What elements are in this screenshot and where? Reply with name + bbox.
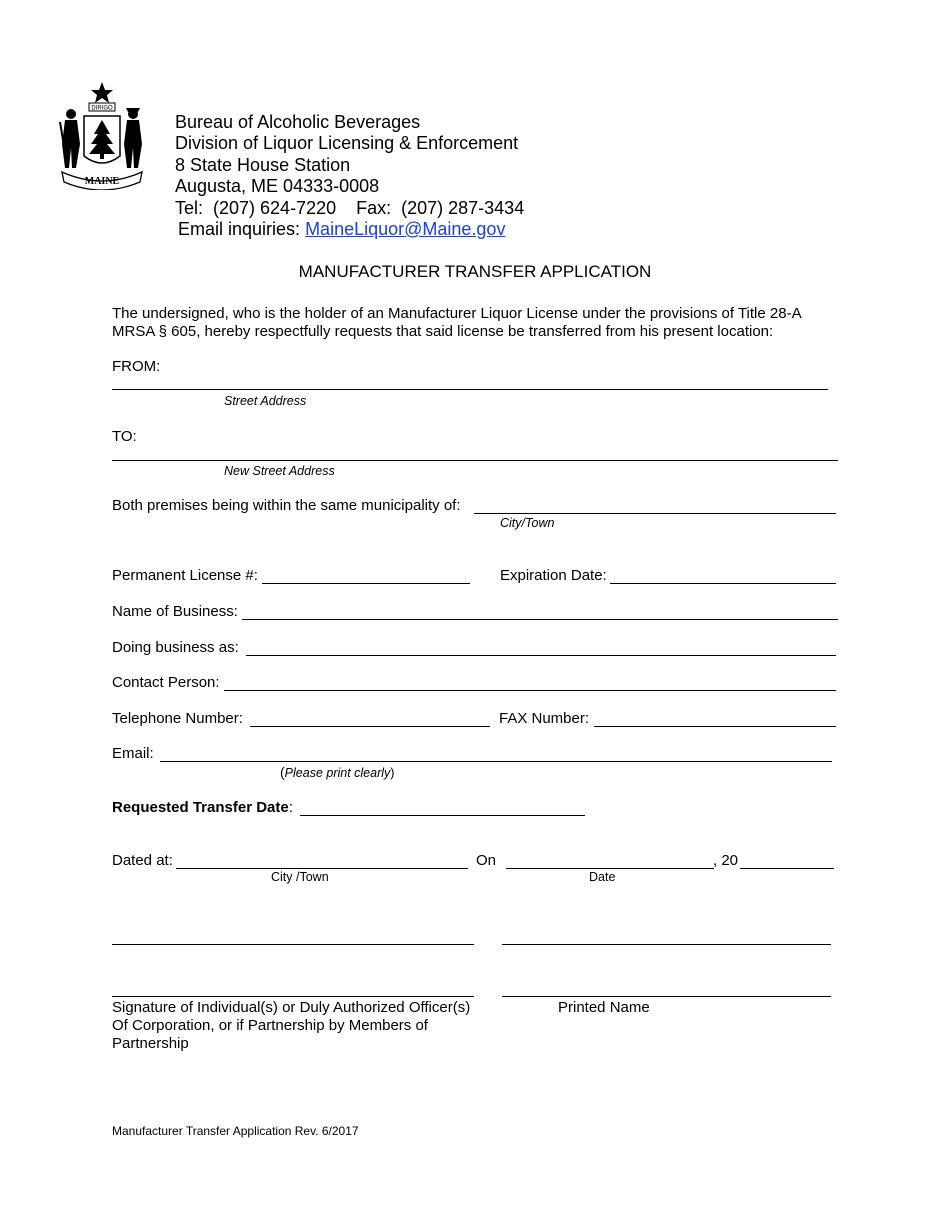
dba-label: Doing business as: xyxy=(112,639,239,656)
form-title: MANUFACTURER TRANSFER APPLICATION xyxy=(298,262,652,281)
from-label: FROM: xyxy=(112,358,161,375)
municipality-field[interactable] xyxy=(474,513,836,514)
license-number-field[interactable] xyxy=(262,583,470,584)
on-label: On xyxy=(476,852,497,869)
agency-name: Bureau of Alcoholic Beverages xyxy=(175,112,421,132)
telephone-label: Telephone Number: xyxy=(112,710,243,727)
contact-person-field[interactable] xyxy=(224,690,836,691)
station-address: 8 State House Station xyxy=(175,155,351,175)
seal-banner-text: MAINE xyxy=(84,176,120,187)
fax-field[interactable] xyxy=(594,726,836,727)
dated-at-label: Dated at: xyxy=(112,852,173,869)
print-close-paren: ) xyxy=(390,766,395,780)
year-field[interactable] xyxy=(740,868,834,869)
signature-caption-line-1: Signature of Individual(s) or Duly Authorized Officer(s) xyxy=(112,999,471,1016)
email-inquiries xyxy=(178,219,505,240)
printed-name-line-1[interactable] xyxy=(502,944,831,945)
business-name-label: Name of Business: xyxy=(112,603,238,620)
dba-field[interactable] xyxy=(246,655,836,656)
transfer-date-field[interactable] xyxy=(300,815,585,816)
phone-fax: Tel: (207) 624-7220 Fax: (207) 287-3434 xyxy=(175,198,525,218)
signature-line-1[interactable] xyxy=(112,944,474,945)
email-label: Email: xyxy=(112,745,154,762)
dated-city-caption: City /Town xyxy=(271,870,329,884)
new-street-address-caption: New Street Address xyxy=(224,464,335,478)
telephone-field[interactable] xyxy=(250,726,490,727)
print-clearly-note xyxy=(280,764,394,782)
expiration-date-field[interactable] xyxy=(610,583,836,584)
street-address-caption: Street Address xyxy=(224,394,307,408)
email-inquiries-label: Email inquiries: xyxy=(178,219,301,239)
to-label: TO: xyxy=(112,428,137,445)
city-town-caption: City/Town xyxy=(500,516,555,530)
signature-caption-line-2: Of Corporation, or if Partnership by Members of xyxy=(112,1017,428,1034)
printed-name-line-2[interactable] xyxy=(502,996,831,997)
dated-on-date-field[interactable] xyxy=(506,868,714,869)
transfer-date-colon: : xyxy=(288,799,293,816)
seal-motto: DIRIGO xyxy=(91,105,113,112)
print-open-paren: ( xyxy=(280,764,285,780)
expiration-date-label: Expiration Date: xyxy=(500,567,607,584)
footer-revision: Manufacturer Transfer Application Rev. 6/2017 xyxy=(112,1124,359,1138)
from-address-field[interactable] xyxy=(112,389,828,390)
business-name-field[interactable] xyxy=(242,619,838,620)
fax-label: FAX Number: xyxy=(499,710,590,727)
print-clearly-caption: Please print clearly xyxy=(284,766,391,780)
transfer-date-label-text: Requested Transfer Date xyxy=(112,799,289,816)
email-field[interactable] xyxy=(160,761,832,762)
signature-caption-line-3: Partnership xyxy=(112,1035,189,1052)
city-address: Augusta, ME 04333-0008 xyxy=(175,176,380,196)
contact-person-label: Contact Person: xyxy=(112,674,220,691)
signature-line-2[interactable] xyxy=(112,996,474,997)
transfer-date-label xyxy=(112,799,293,817)
year-label: , 20 xyxy=(713,852,739,869)
intro-line-2: MRSA § 605, hereby respectfully requests that said license be transferred from his present location: xyxy=(112,323,774,340)
division-name: Division of Liquor Licensing & Enforcement xyxy=(175,133,519,153)
email-link[interactable]: MaineLiquor@Maine.gov xyxy=(305,219,506,239)
date-caption: Date xyxy=(589,870,616,884)
printed-name-caption: Printed Name xyxy=(558,999,650,1016)
to-address-field[interactable] xyxy=(112,460,838,461)
municipality-label: Both premises being within the same municipality of: xyxy=(112,497,461,514)
license-number-label: Permanent License #: xyxy=(112,567,258,584)
dated-at-city-field[interactable] xyxy=(176,868,468,869)
maine-state-seal xyxy=(56,78,148,190)
intro-line-1: The undersigned, who is the holder of an Manufacturer Liquor License under the provisions of Title 28-A xyxy=(112,305,802,322)
